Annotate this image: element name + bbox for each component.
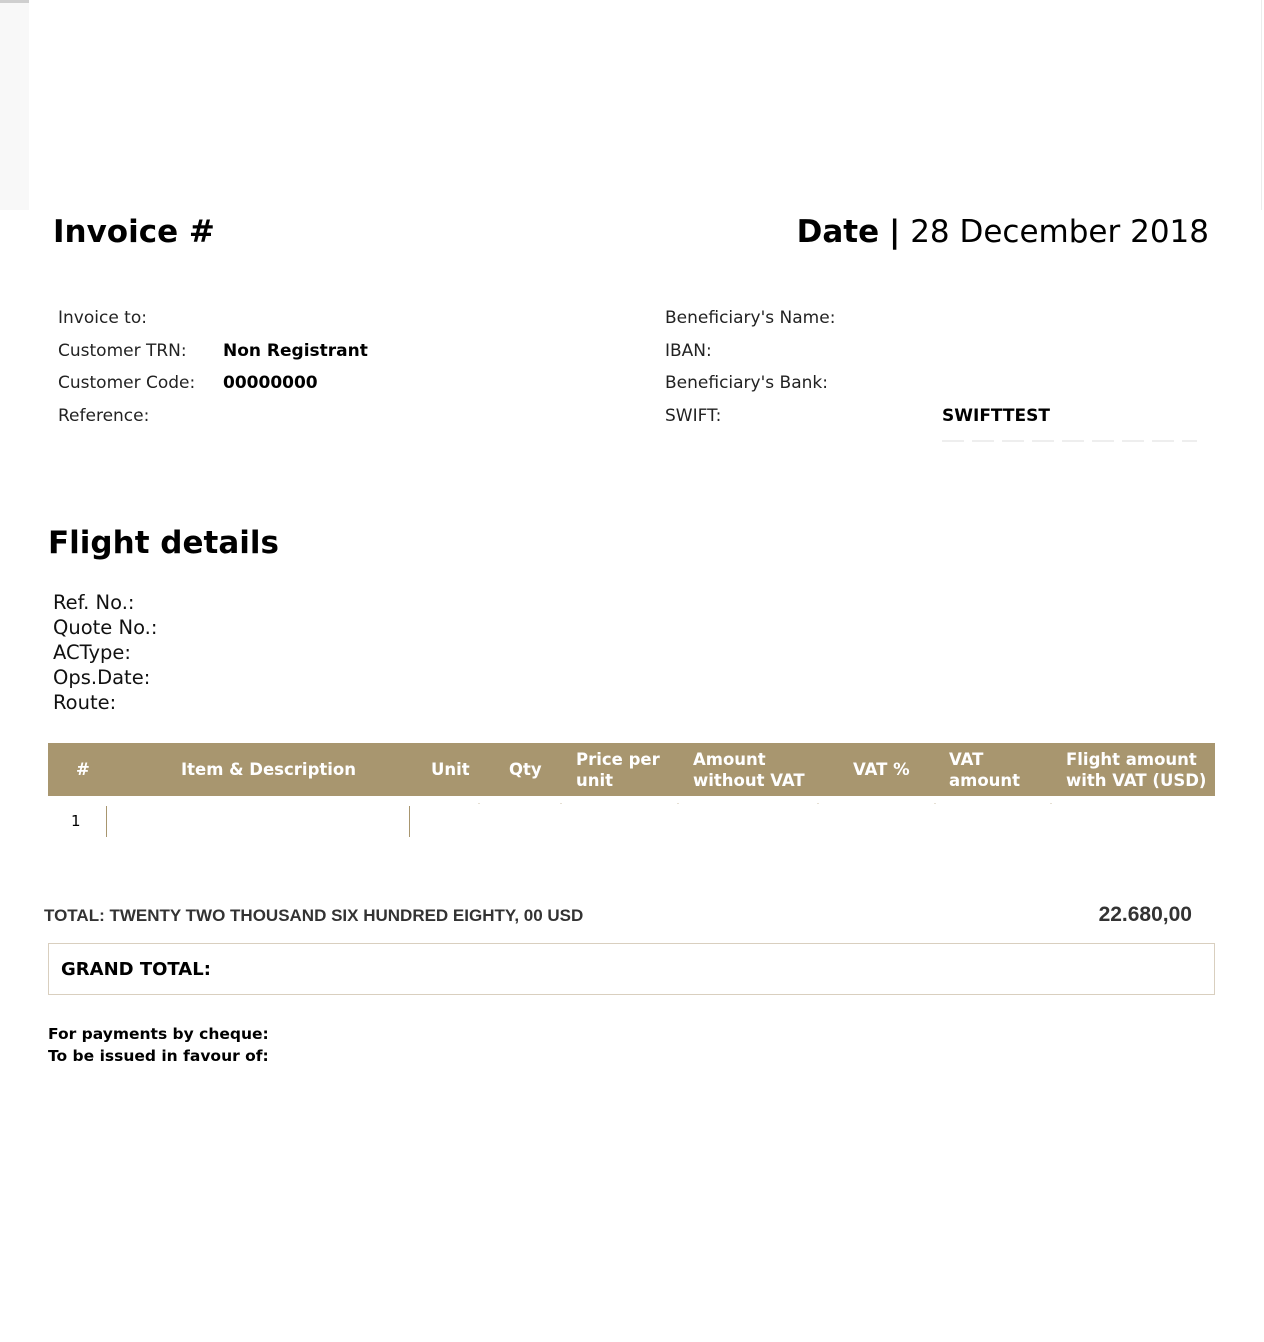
page-edge-line — [1261, 0, 1262, 210]
customer-trn-value: Non Registrant — [223, 341, 368, 361]
col-header-qty: Qty — [509, 760, 542, 779]
swift-value: SWIFTTEST — [942, 406, 1050, 426]
col-header-number: # — [76, 760, 90, 779]
flight-quote-no: Quote No.: — [53, 616, 158, 639]
row-faint-divider — [677, 803, 679, 804]
col-header-flight-amount: Flight amount with VAT (USD) — [1066, 749, 1207, 790]
customer-trn-label: Customer TRN: — [58, 341, 187, 361]
beneficiary-name-label: Beneficiary's Name: — [665, 308, 836, 328]
flight-ops-date: Ops.Date: — [53, 666, 151, 689]
flight-route: Route: — [53, 691, 117, 714]
customer-code-value: 00000000 — [223, 373, 318, 393]
col-header-unit: Unit — [431, 760, 470, 779]
date-separator: | — [889, 214, 901, 250]
faint-redaction-mark — [942, 440, 1197, 442]
customer-code-label: Customer Code: — [58, 373, 196, 393]
cheque-payments-line: For payments by cheque: — [48, 1025, 269, 1043]
col-header-vat-percent: VAT % — [853, 760, 910, 779]
total-in-words: TOTAL: TWENTY TWO THOUSAND SIX HUNDRED EIGHTY, 00 USD — [44, 906, 584, 925]
flight-ref-no: Ref. No.: — [53, 591, 135, 614]
reference-label: Reference: — [58, 406, 150, 426]
date-value: 28 December 2018 — [910, 214, 1209, 250]
row-faint-divider — [560, 803, 562, 804]
row-cell-divider — [106, 806, 107, 837]
items-table-header — [48, 743, 1215, 796]
table-row-number: 1 — [71, 812, 81, 830]
col-header-item-description: Item & Description — [181, 760, 357, 779]
swift-label: SWIFT: — [665, 406, 722, 426]
col-header-amount-without-vat: Amount without VAT — [693, 749, 805, 790]
date-block — [797, 214, 1209, 250]
invoice-title: Invoice # — [53, 214, 215, 250]
grand-total-box — [48, 943, 1215, 995]
cheque-favour-line: To be issued in favour of: — [48, 1047, 269, 1065]
grand-total-label: GRAND TOTAL: — [61, 959, 211, 980]
iban-label: IBAN: — [665, 341, 712, 361]
beneficiary-bank-label: Beneficiary's Bank: — [665, 373, 828, 393]
col-header-price-per-unit: Price per unit — [576, 749, 660, 790]
row-faint-divider — [817, 803, 819, 804]
row-cell-divider — [409, 806, 410, 837]
col-header-vat-amount: VAT amount — [949, 749, 1021, 790]
row-faint-divider — [478, 803, 480, 804]
invoice-to-label: Invoice to: — [58, 308, 147, 328]
date-label: Date — [796, 214, 880, 250]
page-corner-tab — [0, 0, 29, 210]
row-faint-divider — [1050, 803, 1052, 804]
row-faint-divider — [934, 803, 936, 804]
total-amount: 22.680,00 — [1098, 903, 1192, 926]
flight-actype: ACType: — [53, 641, 131, 664]
flight-details-title: Flight details — [48, 525, 279, 561]
